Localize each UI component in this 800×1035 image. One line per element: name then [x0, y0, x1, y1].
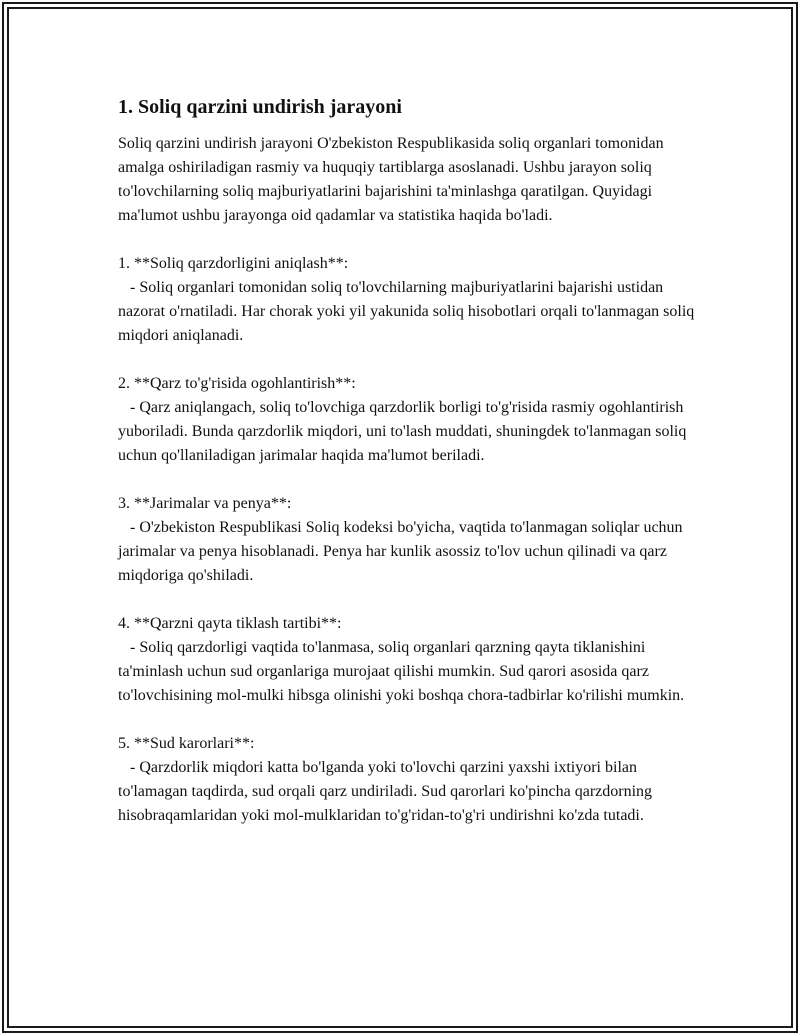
section-3	[118, 492, 698, 588]
section-heading: 1. **Soliq qarzdorligini aniqlash**:	[118, 255, 349, 272]
section-4	[118, 612, 698, 708]
section-body: - Soliq qarzdorligi vaqtida to'lanmasa, soliq organlari qarzning qayta tiklanishini ta'minlash uchun sud organlariga murojaat qilishi mumkin. Sud qarori asosida qarz to'lovchisining mol-mulki hibsga olinishi yoki boshqa chora-tadbirlar ko'rilishi mumkin.	[118, 639, 685, 704]
section-heading: 3. **Jarimalar va penya**:	[118, 495, 292, 512]
section-2	[118, 372, 698, 468]
section-heading: 2. **Qarz to'g'risida ogohlantirish**:	[118, 375, 356, 392]
section-body: - O'zbekiston Respublikasi Soliq kodeksi bo'yicha, vaqtida to'lanmagan soliqlar uchun jarimalar va penya hisoblanadi. Penya har kunlik asossiz to'lov uchun qilinadi va qarz miqdoriga qo'shiladi.	[118, 519, 687, 584]
document-title: 1. Soliq qarzini undirish jarayoni	[118, 96, 402, 118]
section-heading: 4. **Qarzni qayta tiklash tartibi**:	[118, 615, 342, 632]
intro-paragraph: Soliq qarzini undirish jarayoni O'zbekiston Respublikasida soliq organlari tomonidan amalga oshiriladigan rasmiy va huquqiy tartiblarga asoslanadi. Ushbu jarayon soliq to'lovchilarning soliq majburiyatlarini bajarishini ta'minlashga qaratilgan. Quyidagi ma'lumot ushbu jarayonga oid qadamlar va statistika haqida bo'ladi.	[118, 135, 668, 224]
section-1	[118, 252, 698, 348]
section-heading: 5. **Sud karorlari**:	[118, 735, 255, 752]
section-body: - Soliq organlari tomonidan soliq to'lovchilarning majburiyatlarini bajarishi ustidan nazorat o'rnatiladi. Har chorak yoki yil yakunida soliq hisobotlari orqali to'lanmagan soliq miqdori aniqlanadi.	[118, 279, 699, 344]
section-body: - Qarz aniqlangach, soliq to'lovchiga qarzdorlik borligi to'g'risida rasmiy ogohlantirish yuboriladi. Bunda qarzdorlik miqdori, uni to'lash muddati, shuningdek to'lanmagan soliq uchun qo'llaniladigan jarimalar haqida ma'lumot beriladi.	[118, 399, 691, 464]
section-body: - Qarzdorlik miqdori katta bo'lganda yoki to'lovchi qarzini yaxshi ixtiyori bilan to'lamagan taqdirda, sud orqali qarz undiriladi. Sud qarorlari ko'pincha qarzdorning hisobraqamlaridan yoki mol-mulklaridan to'g'ridan-to'g'ri undirishni ko'zda tutadi.	[118, 759, 657, 824]
document-body	[118, 94, 698, 828]
section-5	[118, 732, 698, 828]
